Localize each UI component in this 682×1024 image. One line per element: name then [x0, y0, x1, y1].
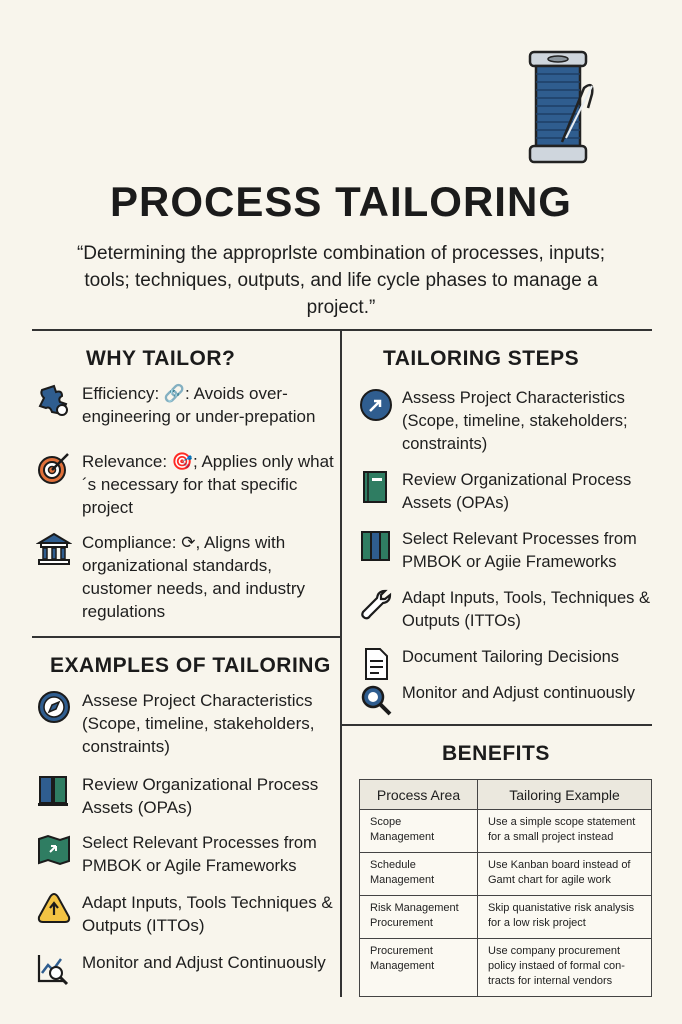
table-row: [360, 939, 652, 997]
why-item-relevance: [36, 450, 336, 519]
magnifier-icon: [358, 682, 394, 718]
table-header-row: [360, 780, 652, 810]
step-item-text: Document Tailoring Decisions: [402, 648, 620, 666]
step-item: [358, 646, 658, 682]
target-icon: [36, 450, 72, 486]
why-item-text: Efficiency: 🔗: Avoids over-engineering or under-prepation: [82, 384, 316, 426]
tailoring-example-cell: Use company procurement policy instaed of formal con-tracts for internal vendors: [478, 939, 652, 997]
example-item: [36, 773, 336, 819]
step-item: [358, 469, 658, 515]
step-item: [358, 387, 658, 456]
process-area-cell: Procurement Management: [360, 939, 478, 997]
step-item-text: Adapt Inputs, Tools, Techniques & Outputs (ITTOs): [402, 589, 650, 630]
benefits-table: [359, 779, 652, 997]
binders-icon: [36, 773, 72, 809]
definition-quote: “Determining the approprlste combination of processes, inputs; tools; techniques, outputs, and life cycle phases to manage a project.”: [76, 243, 606, 318]
example-item: [36, 832, 336, 878]
left-mid-divider: [32, 636, 340, 638]
table-row: [360, 896, 652, 939]
examples-title: EXAMPLES OF TAILORING: [50, 654, 331, 677]
puzzle-icon: [36, 382, 72, 418]
book-icon: [358, 469, 394, 505]
books-icon: [358, 528, 394, 564]
why-item-text: Compliance: ⟳, Aligns with organizational standards, customer needs, and industry regulations: [82, 533, 306, 621]
why-item-text: Relevance: 🎯; Applies only what´s necessary for that specific project: [82, 452, 334, 517]
example-item: [36, 689, 336, 758]
chart-magnifier-icon: [36, 951, 72, 987]
building-icon: [36, 531, 72, 567]
compass-icon: [36, 689, 72, 725]
warning-icon: [36, 891, 72, 927]
top-divider: [32, 329, 652, 331]
tailoring-example-cell: Use Kanban board instead of Gamt chart for agile work: [478, 853, 652, 896]
compass-icon: [358, 387, 394, 423]
page-title: PROCESS TAILORING: [110, 178, 572, 225]
step-item-text: Monitor and Adjust continuously: [402, 684, 635, 702]
example-item-text: Adapt Inputs, Tools Techniques & Outputs (ITTOs): [82, 893, 333, 935]
why-item-compliance: [36, 531, 336, 623]
column-header: Tailoring Example: [478, 780, 652, 810]
process-area-cell: Schedule Management: [360, 853, 478, 896]
tailoring-steps-title: TAILORING STEPS: [383, 347, 580, 370]
step-item-text: Review Organizational Process Assets (OPAs): [402, 471, 632, 512]
benefits-title: BENEFITS: [442, 742, 550, 765]
example-item-text: Select Relevant Processes from PMBOK or Agile Frameworks: [82, 834, 317, 875]
process-area-cell: Scope Management: [360, 810, 478, 853]
why-item-efficiency: [36, 382, 336, 428]
map-icon: [36, 832, 72, 868]
why-tailor-title: WHY TAILOR?: [86, 347, 236, 370]
step-item: [358, 587, 658, 633]
wrench-icon: [358, 587, 394, 623]
example-item-text: Assese Project Characteristics (Scope, timeline, stakeholders, constraints): [82, 691, 315, 756]
example-item-text: Monitor and Adjust Continuously: [82, 953, 326, 972]
tailoring-example-cell: Skip quanistative risk analysis for a low risk project: [478, 896, 652, 939]
right-mid-divider: [340, 724, 652, 726]
step-item-text: Assess Project Characteristics (Scope, timeline, stakeholders; constraints): [402, 389, 628, 453]
document-icon: [358, 646, 394, 682]
example-item: [36, 951, 336, 987]
table-row: [360, 853, 652, 896]
table-row: [360, 810, 652, 853]
tailoring-example-cell: Use a simple scope statement for a small project instead: [478, 810, 652, 853]
example-item: [36, 891, 336, 937]
thread-spool-icon: [522, 50, 602, 168]
step-item: [358, 528, 658, 574]
column-header: Process Area: [360, 780, 478, 810]
center-divider: [340, 329, 342, 997]
step-item-text: Select Relevant Processes from PMBOK or Agiie Frameworks: [402, 530, 637, 571]
process-area-cell: Risk Management Procurement: [360, 896, 478, 939]
step-item: [358, 682, 658, 718]
example-item-text: Review Organizational Process Assets (OPAs): [82, 775, 319, 817]
